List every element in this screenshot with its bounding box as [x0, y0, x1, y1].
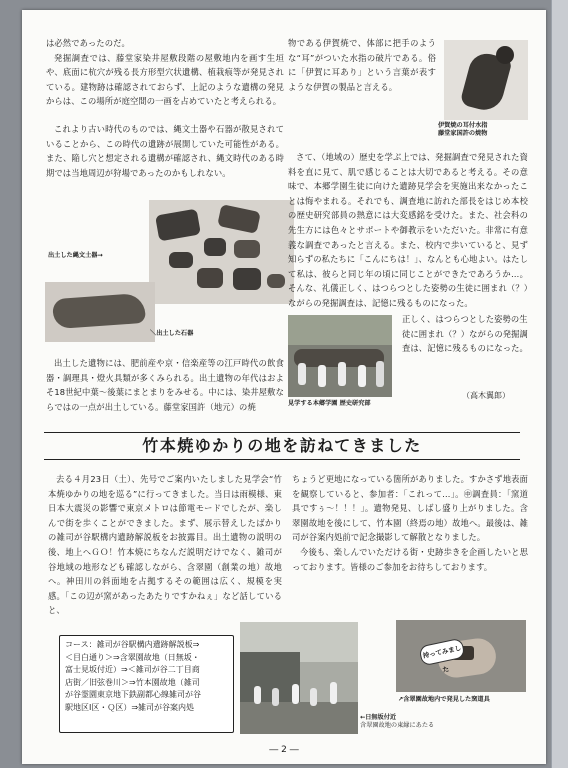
- caption-tomuzaka: ←日無坂付近 含翠園故地の東縁にあたる: [360, 714, 435, 729]
- left-column: [46, 36, 284, 109]
- author: （高木翼郎）: [462, 391, 510, 400]
- stone-tool-photo: [45, 282, 155, 342]
- paragraph: ちょうど更地になっている箇所がありました。すかさず地表面を観察していると、参加者：「これって…」。㊥調査員：「窯道具ですぅ～！！！」。遺物発見、しばし盛り上がりました。含翠園故地を後にして、竹本園（終焉の地）故地へ。最後は、雑司が谷案内処前で記念撮影して解散となりました。: [292, 474, 528, 543]
- right-column-mid: [288, 150, 528, 310]
- site-tour-photo: [288, 315, 392, 397]
- right-column-top: [288, 36, 436, 94]
- speech-bubble: 持ってみました: [418, 638, 465, 667]
- tomuzaka-photo: [240, 622, 358, 734]
- caption-stone-tool: ＼出土した石器: [150, 330, 194, 337]
- course-line: 富士見坂付近）⇒＜雑司が谷二丁目商: [65, 665, 200, 675]
- course-line: コース：雑司が谷駅構内遺跡解説板⇒: [65, 640, 200, 649]
- newsletter-page: [22, 10, 546, 764]
- paragraph: 去る４月23日（土）、先号でご案内いたしました見学会“竹本焼ゆかりの地を巡る”に行ってきました。当日は雨模様、東日本大震災の影響で東京メトロは節電モードでしたが、楽しんで街を歩くことができました。まず、展示替えしたばかりの雑司が谷駅構内遺跡解説板をお披露目。出土遺物の説明の後、地上へＧＯ！竹本焼にちなんだ説明だけでなく、雑司が谷地域の地形なども確認しながら、含翠園（創業の地）故地へ。神田川の斜面地を占拠するその範囲は広く、規模を実感。「この辺が窯があったあたりですかねぇ」など話していると、: [48, 474, 282, 616]
- paragraph: さて、（地域の）歴史を学ぶ上では、発掘調査で発見された資料を直に見て、肌で感じることは大切であると考える。その意味で、本郷学園生徒に向けた遺跡見学会を実施出来なかったことは悔やまれる。それでも、調査地に訪れた部長をはじめ本校の歴史研究部員の熱意には大変感銘を受けた。また、社会科の先生方には色々とサポートや御教示をいただいた。非常に有意義な調査であったと言える。また、校内で歩いていると、見ず知らずの私たちに「こんにちは！」、なんとも心地よい。はたして私は、彼らと同じ年の頃に同じことができたであろうか…。そんな、礼儀正しく、はつらつとした姿勢の生徒に囲まれ（？）ながらの発掘調査は、記憶に残るものになった。: [288, 152, 528, 308]
- paragraph: 物である伊賀焼で、体部に把手のような“耳”がついた水指の破片である。俗に「伊賀に耳あり」という言葉が表すような伊賀の製品と言える。: [288, 38, 436, 92]
- course-line: が谷霊園東京地下鉄副都心線雑司が谷: [65, 690, 201, 700]
- course-line: 店街／旧弦巻川＞⇒竹本園故地（雑司: [65, 677, 200, 687]
- paragraph: 今後も、楽しんでいただける街・史跡歩きを企画したいと思っております。皆様のご参加をお待ちしております。: [292, 546, 528, 572]
- caption-site-tour: 見学する本郷学園 歴史研究部: [288, 400, 371, 407]
- paragraph: これより古い時代のものでは、縄文土器や石器が散見されていることから、この時代の遺跡が展開していた可能性がある。また、陥し穴と想定される遺構が確認され、縄文時代のある時期では当地周辺が狩場であったのかもしれない。: [46, 124, 284, 178]
- article-title: 竹本焼ゆかりの地を訪ねてきました: [44, 432, 520, 460]
- course-box: [59, 635, 234, 733]
- course-line: ＜目白通り＞⇒含翠園故地（日無坂・: [65, 652, 200, 662]
- caption-iga-ware: 伊賀焼の耳付水指 藤堂家国許の焼物: [438, 122, 488, 137]
- left-column-bottom: [46, 356, 284, 414]
- viewer-scrollbar[interactable]: [551, 0, 568, 768]
- article-left-column: [48, 472, 282, 618]
- left-column-cont: [46, 122, 284, 180]
- article-right-column: [292, 472, 528, 574]
- right-column-bottom: [402, 312, 528, 356]
- paragraph: 発掘調査では、藤堂家染井屋敷段階の屋敷地内を画す生垣や、底面に杭穴が残る長方形型穴状遺構、植栽痕等が発見されている。建物跡は確認されておらず、上記のような遺構の発見からは、この場所が庭空間の一画を占めていたと考えられる。: [46, 52, 284, 107]
- paragraph: 出土した遺物には、肥前産や京・信楽産等の江戸時代の飲食器・調理具・燈火具類が多くみられる。出土遺物の年代はおよそ18世紀中葉～後葉にまとまりをみせる。中には、染井屋敷ならではの一点が出土している。藤堂家国許（地元）の焼: [46, 358, 284, 412]
- page-number: ― 2 ―: [269, 745, 299, 755]
- paragraph: 正しく、はつらつとした姿勢の生徒に囲まれ（？）ながらの発掘調査は、記憶に残るものになった。: [402, 314, 528, 354]
- paragraph: は必然であったのだ。: [46, 38, 130, 48]
- caption-kiln-tool: ↗含翠園故地内で発見した窯道具: [398, 696, 490, 703]
- caption-pottery: 出土した縄文土器→: [48, 252, 103, 259]
- jomon-pottery-photo: [149, 200, 294, 304]
- course-line: 駅地区Ⅰ区・Ｑ区）⇒雑司が谷案内処: [65, 702, 195, 712]
- iga-ware-photo: [444, 40, 528, 120]
